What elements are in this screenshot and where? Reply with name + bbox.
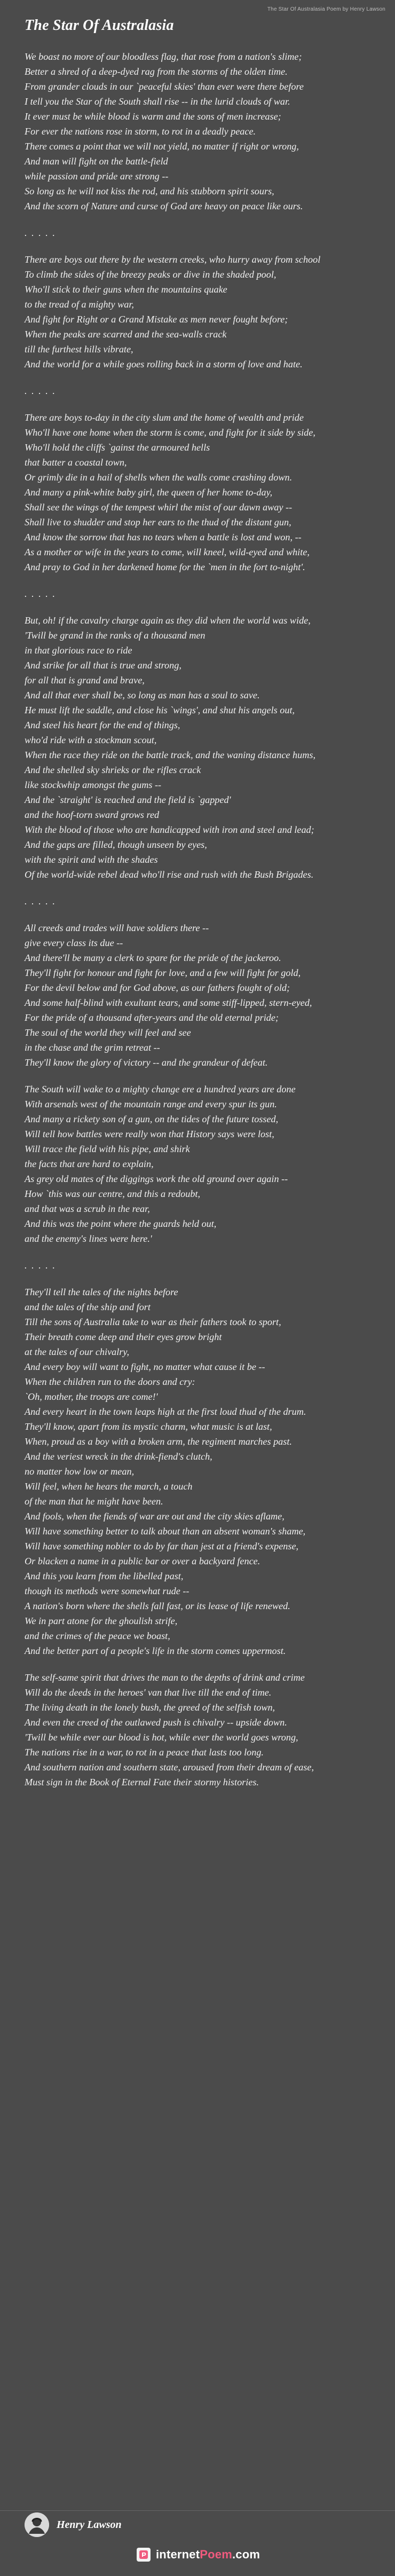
stanza: But, oh! if the cavalry charge again as they did when the world was wide, 'Twill be grand in the ranks of a thousand men in that glorious race to ride And strike for all that is true and strong, for all that is grand and brave, And all that ever shall be, so long as man has a soul to save. He must lift the saddle, and close his `wings', and shut his angels out, And steel his heart for the end of things, who'd ride with a stockman scout, When the race they ride on the battle track, and the waning distance hums, And the shelled sky shrieks or the rifles crack like stockwhip amongst the gums -- And the `straight' is reached and the field is `gapped' and the hoof-torn sward grows red With the blood of those who are handicapped with iron and steel and lead; And the gaps are filled, though unseen by eyes, with the spirit and with the shades Of the world-wide rebel dead who'll rise and rush with the Bush Brigades.: [25, 615, 316, 880]
stanza: They'll tell the tales of the nights before and the tales of the ship and fort Till the sons of Australia take to war as their fathers took to sport, Their breath come deep and their eyes grow bright at the tales of our chivalry, And every boy will want to fight, no matter what cause it be -- When the children run to the doors and cry: `Oh, mother, the troops are come!' And every heart in the town leaps high at the first loud thud of the drum. They'll know, apart from its mystic charm, what music is at last, When, proud as a boy with a broken arm, the regiment marches past. And the veriest wreck in the drink-fiend's clutch, no matter how low or mean, Will feel, when he hears the march, a touch of the man that he might have been. And fools, when the fiends of war are out and the city skies aflame, Will have something better to talk about than an absent woman's shame, Will have something nobler to do by far than jest at a friend's expense, Or blacken a name in a public bar or over a backyard fence. And this you learn from the libelled past, though its methods were somewhat rude -- A nation's born where the shells fall fast, or its lease of life renewed. We in part atone for the ghoulish strife, and the crimes of the peace we boast, And the better part of a people's life in the storm comes uppermost.: [25, 1287, 306, 1656]
site-caption: The Star Of Australasia Poem by Henry Lawson: [267, 6, 385, 12]
brand-suffix: .com: [232, 2548, 260, 2561]
stanza-separator: . . . . .: [25, 227, 56, 238]
stanza: The self-same spirit that drives the man to the depths of drink and crime Will do the deeds in the heroes' van that live till the end of time. The living death in the lonely bush, the greed of the selfish town, And even the creed of the outlawed push is chivalry -- upside down. 'Twill be while ever our blood is hot, while ever the world goes wrong, The nations rise in a war, to rot in a peace that lasts too long. And southern nation and southern state, aroused from their dream of ease, Must sign in the Book of Eternal Fate their stormy histories.: [25, 1672, 314, 1787]
author-block[interactable]: [25, 2512, 122, 2537]
brand[interactable]: [137, 2548, 260, 2562]
brand-main: internet: [156, 2548, 200, 2561]
stanza: We boast no more of our bloodless flag, that rose from a nation's slime; Better a shred of a deep-dyed rag from the storms of the olden time. From grander clouds in our `peaceful skies' than ever were there before I tell you the Star of the South shall rise -- in the lurid clouds of war. It ever must be while blood is warm and the sons of men increase; For ever the nations rose in storm, to rot in a deadly peace. There comes a point that we will not yield, no matter if right or wrong, And man will fight on the battle-field while passion and pride are strong -- So long as he will not kiss the rod, and his stubborn spirit sours, And the scorn of Nature and curse of God are heavy on peace like ours.: [25, 51, 304, 211]
stanza-separator: . . . . .: [25, 385, 56, 396]
stanza: The South will wake to a mighty change ere a hundred years are done With arsenals west of the mountain range and every spur its gun. And many a rickety son of a gun, on the tides of the future tossed, Will tell how battles were really won that History says were lost, Will trace the field with his pipe, and shirk the facts that are hard to explain, As grey old mates of the diggings work the old ground over again -- How `this was our centre, and this a redoubt, and that was a scrub in the rear, And this was the point where the guards held out, and the enemy's lines were here.': [25, 1084, 296, 1244]
stanza: There are boys out there by the western creeks, who hurry away from school To climb the sides of the breezy peaks or dive in the shaded pool, Who'll stick to their guns when the mountains quake to the tread of a mighty war, And fight for Right or a Grand Mistake as men never fought before; When the peaks are scarred and the sea-walls crack till the furthest hills vibrate, And the world for a while goes rolling back in a storm of love and hate.: [25, 254, 321, 369]
brand-text[interactable]: [156, 2548, 260, 2562]
author-name[interactable]: Henry Lawson: [57, 2518, 122, 2531]
author-portrait-icon: [25, 2512, 49, 2537]
stanza-separator: . . . . .: [25, 896, 56, 907]
poem-body: [25, 49, 364, 1801]
brand-accent: Poem: [200, 2548, 232, 2561]
stanza: There are boys to-day in the city slum and the home of wealth and pride Who'll have one home when the storm is come, and fight for it side by side, Who'll hold the cliffs `gainst the armoured hells that batter a coastal town, Or grimly die in a hail of shells when the walls come crashing down. And many a pink-white baby girl, the queen of her home to-day, Shall see the wings of the tempest whirl the mist of our dawn away -- Shall live to shudder and stop her ears to the thud of the distant gun, And know the sorrow that has no tears when a battle is lost and won, -- As a mother or wife in the years to come, will kneel, wild-eyed and white, And pray to God in her darkened home for the `men in the fort to-night'.: [25, 412, 315, 572]
internetpoem-logo-icon: [137, 2548, 151, 2562]
poem-title: The Star Of Australasia: [25, 17, 174, 34]
stanza-separator: . . . . .: [25, 588, 56, 599]
stanza: All creeds and trades will have soldiers there -- give every class its due -- And there'll be many a clerk to spare for the pride of the jackeroo. They'll fight for honour and fight for love, and a few will fight for gold, For the devil below and for God above, as our fathers fought of old; And some half-blind with exultant tears, and some stiff-lipped, stern-eyed, For the pride of a thousand after-years and the old eternal pride; The soul of the world they will feel and see in the chase and the grim retreat -- They'll know the glory of victory -- and the grandeur of defeat.: [25, 923, 312, 1068]
stanza-separator: . . . . .: [25, 1260, 56, 1271]
